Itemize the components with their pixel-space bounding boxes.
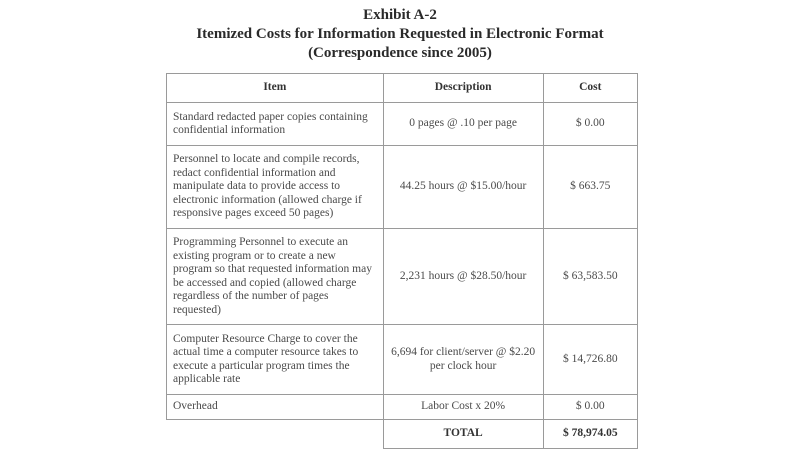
row-item: Personnel to locate and compile records, redact confidential information and manipulate data to provide access to electronic information (allowed charge if responsive pages exceed 50 pages) [167, 146, 384, 229]
itemized-costs-table [166, 73, 638, 449]
row-cost: $ 663.75 [543, 146, 637, 229]
exhibit-note: (Correspondence since 2005) [308, 45, 492, 61]
row-item: Overhead [167, 395, 384, 420]
exhibit-subtitle: Itemized Costs for Information Requested in Electronic Format [196, 26, 604, 42]
row-item: Programming Personnel to execute an existing program or to create a new program so that requested information may be accessed and copied (allowed charge regardless of the number of pages requested) [167, 229, 384, 325]
column-header-description: Description [383, 74, 543, 103]
row-item: Computer Resource Charge to cover the actual time a computer resource takes to execute a particular program times the applicable rate [167, 325, 384, 395]
row-description: Labor Cost x 20% [383, 395, 543, 420]
table-row [167, 395, 638, 420]
column-header-cost: Cost [543, 74, 637, 103]
row-description: 44.25 hours @ $15.00/hour [383, 146, 543, 229]
total-label: TOTAL [383, 420, 543, 449]
row-description: 2,231 hours @ $28.50/hour [383, 229, 543, 325]
total-value: $ 78,974.05 [543, 420, 637, 449]
table-row [167, 103, 638, 146]
total-row-spacer [167, 420, 384, 449]
table-row [167, 325, 638, 395]
total-row [167, 420, 638, 449]
exhibit-heading [0, 6, 800, 63]
row-description: 0 pages @ .10 per page [383, 103, 543, 146]
table-row [167, 229, 638, 325]
row-item: Standard redacted paper copies containing confidential information [167, 103, 384, 146]
row-cost: $ 0.00 [543, 103, 637, 146]
row-description: 6,694 for client/server @ $2.20 per clock hour [383, 325, 543, 395]
row-cost: $ 63,583.50 [543, 229, 637, 325]
table-row [167, 146, 638, 229]
row-cost: $ 0.00 [543, 395, 637, 420]
column-header-item: Item [167, 74, 384, 103]
table-header-row [167, 74, 638, 103]
exhibit-title: Exhibit A-2 [363, 7, 437, 23]
row-cost: $ 14,726.80 [543, 325, 637, 395]
